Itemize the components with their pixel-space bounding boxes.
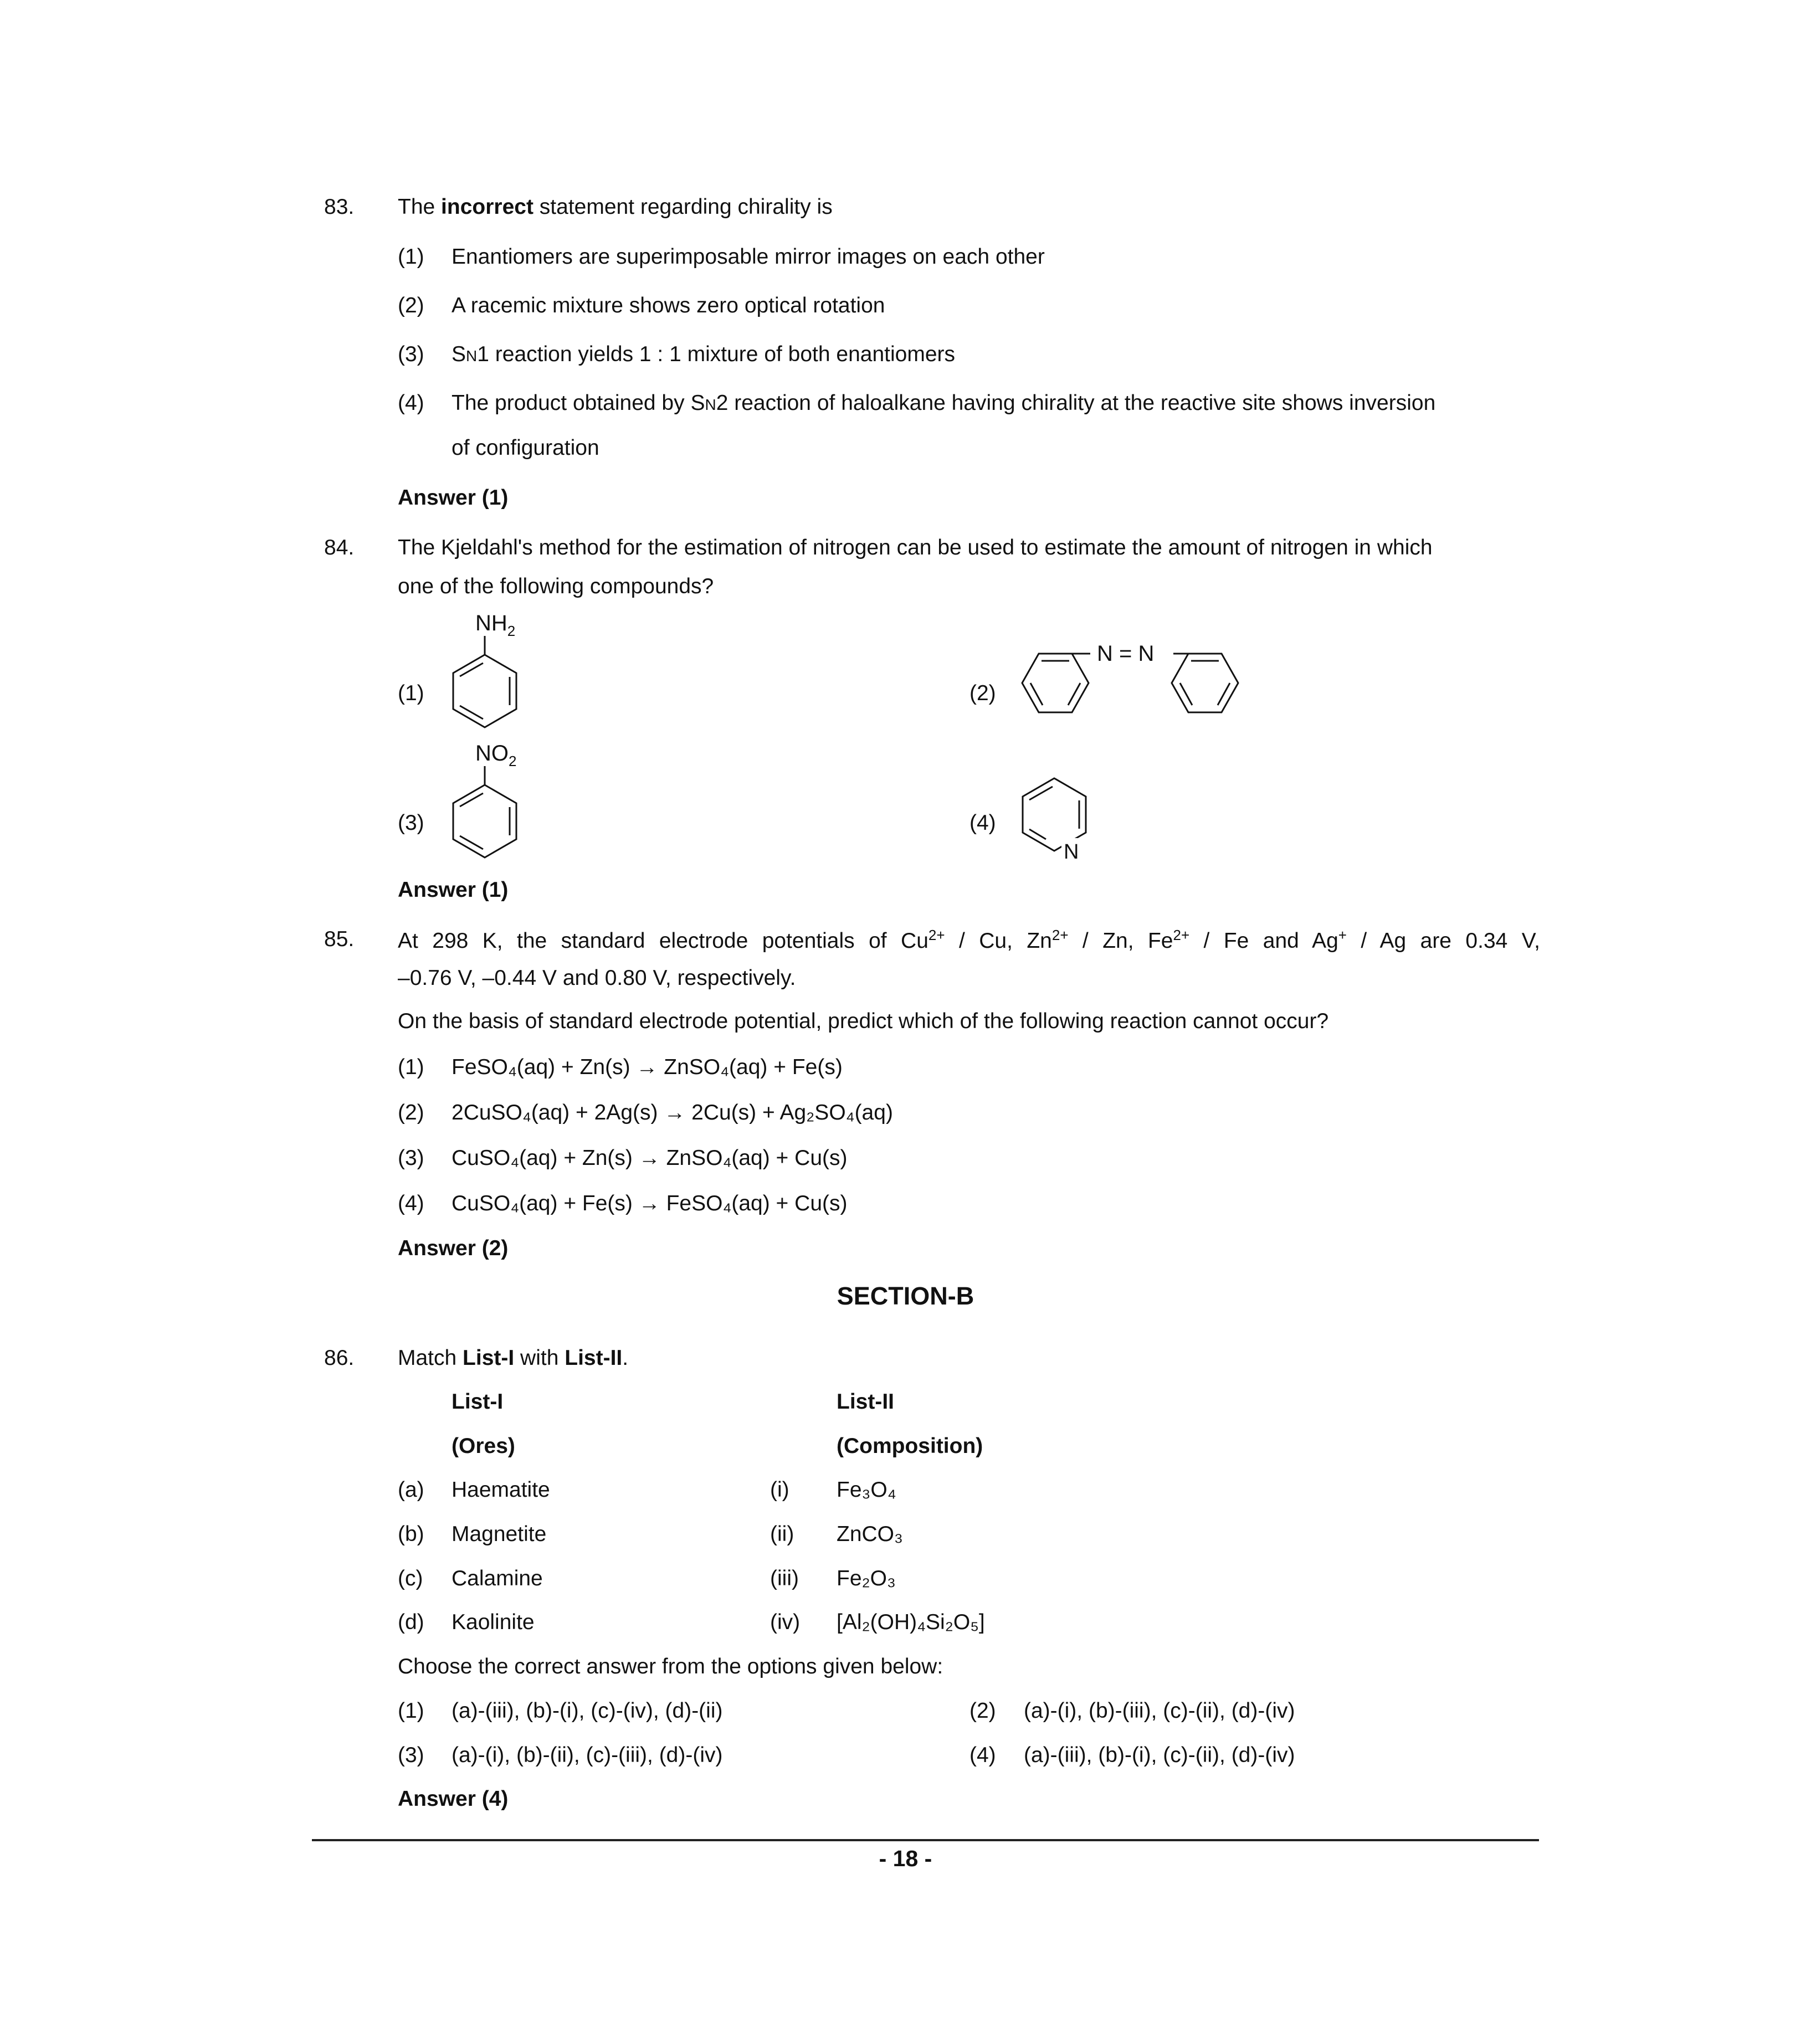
question-number: 83. (324, 195, 355, 219)
option-number: (1) (398, 1699, 424, 1723)
benzene-ring (453, 785, 516, 857)
azo-label: N = N (1097, 641, 1155, 666)
section-heading: SECTION-B (837, 1282, 974, 1310)
ore-name: Magnetite (452, 1522, 547, 1546)
aniline-structure (443, 609, 543, 742)
substituent-label: $NO_2$ (475, 741, 517, 769)
text: / Fe and Ag (1189, 929, 1338, 953)
answer-label: Answer (2) (398, 1236, 509, 1260)
double-bond (460, 793, 483, 807)
nitrogen-label: N (1064, 840, 1079, 864)
answer-label: Answer (1) (398, 486, 509, 510)
double-bond (460, 706, 483, 719)
composition: [Al₂(OH)₄Si₂O₅] (837, 1610, 985, 1634)
option-number: (1) (398, 245, 424, 269)
row-label: (b) (398, 1522, 424, 1546)
question-number: 86. (324, 1346, 355, 1370)
answer-label: Answer (1) (398, 878, 509, 902)
list-1-title: List-I (452, 1390, 504, 1414)
double-bond (460, 663, 483, 676)
stem-emphasis: incorrect (441, 195, 533, 219)
option-text: (a)-(i), (b)-(ii), (c)-(iii), (d)-(iv) (452, 1743, 723, 1767)
subscript: N (705, 396, 716, 413)
text: At 298 K, the standard electrode potentials of Cu (398, 929, 928, 953)
row-label: (a) (398, 1478, 424, 1502)
option-text: (a)-(iii), (b)-(i), (c)-(ii), (d)-(iv) (1024, 1743, 1295, 1767)
text: / Ag are 0.34 V, (1346, 929, 1541, 953)
option-text: FeSO₄(aq) + Zn(s) → ZnSO₄(aq) + Fe(s) (452, 1055, 843, 1079)
option-number: (3) (398, 342, 424, 366)
row-label: (ii) (770, 1522, 794, 1546)
pyridine-structure (1018, 773, 1107, 872)
benzene-ring (1022, 654, 1089, 712)
double-bond (460, 836, 483, 849)
option-number: (1) (398, 1055, 424, 1079)
ore-name: Kaolinite (452, 1610, 535, 1634)
stem-text: The (398, 195, 442, 219)
text: . (622, 1346, 629, 1370)
question-stem-continued: –0.76 V, –0.44 V and 0.80 V, respectively. (398, 966, 796, 990)
row-label: (iii) (770, 1567, 799, 1590)
option-number: (4) (398, 1192, 424, 1215)
option-text: A racemic mixture shows zero optical rotation (452, 294, 885, 317)
list-2-subtitle: (Composition) (837, 1434, 983, 1458)
row-label: (c) (398, 1567, 423, 1590)
option-number: (2) (398, 294, 424, 317)
option-text (452, 341, 1540, 368)
option-text (452, 390, 1540, 417)
row-label: (iv) (770, 1610, 801, 1634)
option-number: (4) (969, 811, 996, 835)
nitrobenzene-structure (443, 739, 543, 872)
option-text-continued: of configuration (452, 436, 599, 460)
text: / Zn, Fe (1068, 929, 1173, 953)
text: The product obtained by S (452, 391, 705, 415)
text: 2 reaction of haloalkane having chirality at the reactive site shows inversion (716, 391, 1436, 415)
benzene-ring (1172, 654, 1238, 712)
option-text: CuSO₄(aq) + Zn(s) → ZnSO₄(aq) + Cu(s) (452, 1146, 848, 1170)
page-number: - 18 - (879, 1846, 932, 1871)
superscript: 2+ (1173, 927, 1190, 943)
list-1-subtitle: (Ores) (452, 1434, 515, 1458)
option-number: (2) (969, 1699, 996, 1723)
benzene-ring (453, 655, 516, 727)
text: / Cu, Zn (945, 929, 1052, 953)
text-bold: List-I (463, 1346, 515, 1370)
question-stem (398, 194, 1540, 221)
row-label: (d) (398, 1610, 424, 1634)
question-stem: The Kjeldahl's method for the estimation of nitrogen can be used to estimate the amount of nitrogen in which (398, 536, 1433, 559)
option-number: (3) (398, 1743, 424, 1767)
list-2-title: List-II (837, 1390, 894, 1414)
composition: ZnCO₃ (837, 1522, 903, 1546)
option-number: (3) (398, 811, 424, 835)
question-stem (398, 926, 1540, 955)
text: with (514, 1346, 565, 1370)
stem-text: statement regarding chirality is (533, 195, 833, 219)
composition: Fe₂O₃ (837, 1567, 896, 1590)
option-number: (1) (398, 681, 424, 705)
question-stem-continued: one of the following compounds? (398, 574, 714, 598)
option-number: (3) (398, 1146, 424, 1170)
option-number: (2) (398, 1101, 424, 1124)
superscript: 2+ (928, 927, 945, 943)
azobenzene-structure (1019, 641, 1263, 739)
superscript: 2+ (1051, 927, 1069, 943)
ore-name: Calamine (452, 1567, 543, 1590)
option-number: (4) (398, 391, 424, 415)
superscript: + (1338, 927, 1347, 943)
option-text: 2CuSO₄(aq) + 2Ag(s) → 2Cu(s) + Ag₂SO₄(aq) (452, 1101, 893, 1124)
question-stem (398, 1345, 1540, 1372)
text: S (452, 342, 466, 366)
instruction-text: Choose the correct answer from the options given below: (398, 1655, 943, 1678)
text: Match (398, 1346, 463, 1370)
ore-name: Haematite (452, 1478, 550, 1502)
answer-label: Answer (4) (398, 1787, 509, 1811)
text: 1 reaction yields 1 : 1 mixture of both enantiomers (477, 342, 956, 366)
option-number: (2) (969, 681, 996, 705)
option-number: (4) (969, 1743, 996, 1767)
question-number: 84. (324, 536, 355, 559)
question-number: 85. (324, 927, 355, 951)
footer-rule (312, 1839, 1539, 1841)
option-text: CuSO₄(aq) + Fe(s) → FeSO₄(aq) + Cu(s) (452, 1192, 848, 1215)
row-label: (i) (770, 1478, 789, 1502)
question-stem-continued: On the basis of standard electrode potential, predict which of the following reaction cannot occur? (398, 1009, 1329, 1033)
double-bond (1029, 787, 1053, 800)
substituent-label: $NH_2$ (475, 611, 516, 639)
text-bold: List-II (565, 1346, 623, 1370)
option-text: (a)-(i), (b)-(iii), (c)-(ii), (d)-(iv) (1024, 1699, 1295, 1723)
option-text: (a)-(iii), (b)-(i), (c)-(iv), (d)-(ii) (452, 1699, 723, 1723)
option-text: Enantiomers are superimposable mirror images on each other (452, 245, 1045, 269)
subscript: N (466, 347, 478, 364)
composition: Fe₃O₄ (837, 1478, 896, 1502)
